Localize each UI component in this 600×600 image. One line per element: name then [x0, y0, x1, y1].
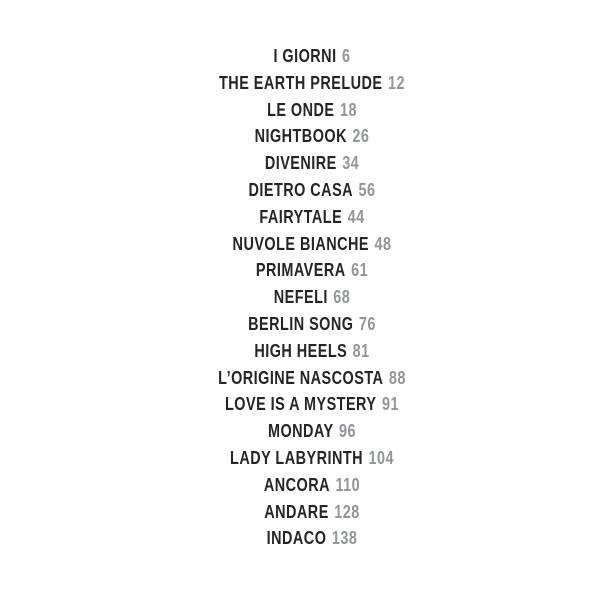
toc-entry	[78, 338, 546, 365]
toc-entry	[78, 70, 546, 97]
toc-entry-page-number: 96	[339, 420, 357, 442]
toc-entry-page-number: 91	[381, 393, 399, 415]
toc-entry	[78, 499, 546, 526]
toc-entry-title: BERLIN SONG	[248, 312, 354, 334]
toc-entry-page-number: 104	[368, 446, 394, 468]
toc-entry	[78, 391, 546, 418]
toc-entry	[78, 472, 546, 499]
toc-entry-title: INDACO	[266, 527, 327, 549]
toc-entry-page-number: 110	[335, 473, 361, 495]
toc-entry	[78, 311, 546, 338]
toc-entry-page-number: 68	[333, 286, 351, 308]
toc-entry-title: NUVOLE BIANCHE	[232, 232, 369, 254]
toc-entry	[78, 418, 546, 445]
toc-entry-title: I GIORNI	[273, 45, 337, 66]
toc-entry-page-number: 48	[374, 232, 392, 254]
toc-entry	[78, 204, 546, 231]
toc-entry-title: ANCORA	[263, 473, 330, 495]
toc-entry-title: LADY LABYRINTH	[230, 446, 364, 468]
toc-entry	[78, 97, 546, 124]
toc-entry-page-number: 6	[342, 45, 351, 66]
toc-entry-page-number: 18	[339, 98, 357, 120]
toc-entry-title: L’ORIGINE NASCOSTA	[218, 366, 384, 388]
toc-entry-title: THE EARTH PRELUDE	[219, 71, 383, 93]
toc-entry	[78, 525, 546, 552]
toc-entry-page-number: 81	[352, 339, 370, 361]
toc-entry-title: LE ONDE	[267, 98, 335, 120]
toc-entry-title: HIGH HEELS	[254, 339, 348, 361]
toc-entry-page-number: 26	[352, 125, 370, 147]
table-of-contents	[12, 43, 600, 552]
toc-entry-page-number: 128	[334, 500, 360, 522]
toc-entry	[78, 284, 546, 311]
toc-entry	[78, 231, 546, 258]
toc-entry-title: NEFELI	[273, 286, 328, 308]
toc-entry-page-number: 61	[351, 259, 369, 281]
toc-entry-page-number: 44	[347, 205, 365, 227]
toc-entry	[78, 445, 546, 472]
toc-entry-title: MONDAY	[267, 420, 334, 442]
toc-entry-title: DIVENIRE	[264, 152, 337, 174]
toc-entry-page-number: 34	[342, 152, 360, 174]
toc-entry	[78, 43, 546, 70]
toc-entry	[78, 177, 546, 204]
toc-entry-title: ANDARE	[264, 500, 329, 522]
toc-entry	[78, 257, 546, 284]
toc-entry-page-number: 12	[387, 71, 405, 93]
toc-entry-title: DIETRO CASA	[248, 178, 354, 200]
toc-entry-page-number: 138	[331, 527, 358, 549]
toc-entry-page-number: 88	[388, 366, 406, 388]
toc-entry	[78, 123, 546, 150]
toc-entry-page-number: 76	[358, 312, 376, 334]
toc-entry-page-number: 56	[358, 178, 376, 200]
toc-entry-title: FAIRYTALE	[259, 205, 343, 227]
toc-entry-title: NIGHTBOOK	[254, 125, 347, 147]
toc-entry-title: LOVE IS A MYSTERY	[225, 393, 377, 415]
toc-entry	[78, 150, 546, 177]
toc-entry-title: PRIMAVERA	[255, 259, 346, 281]
toc-entry	[78, 365, 546, 392]
